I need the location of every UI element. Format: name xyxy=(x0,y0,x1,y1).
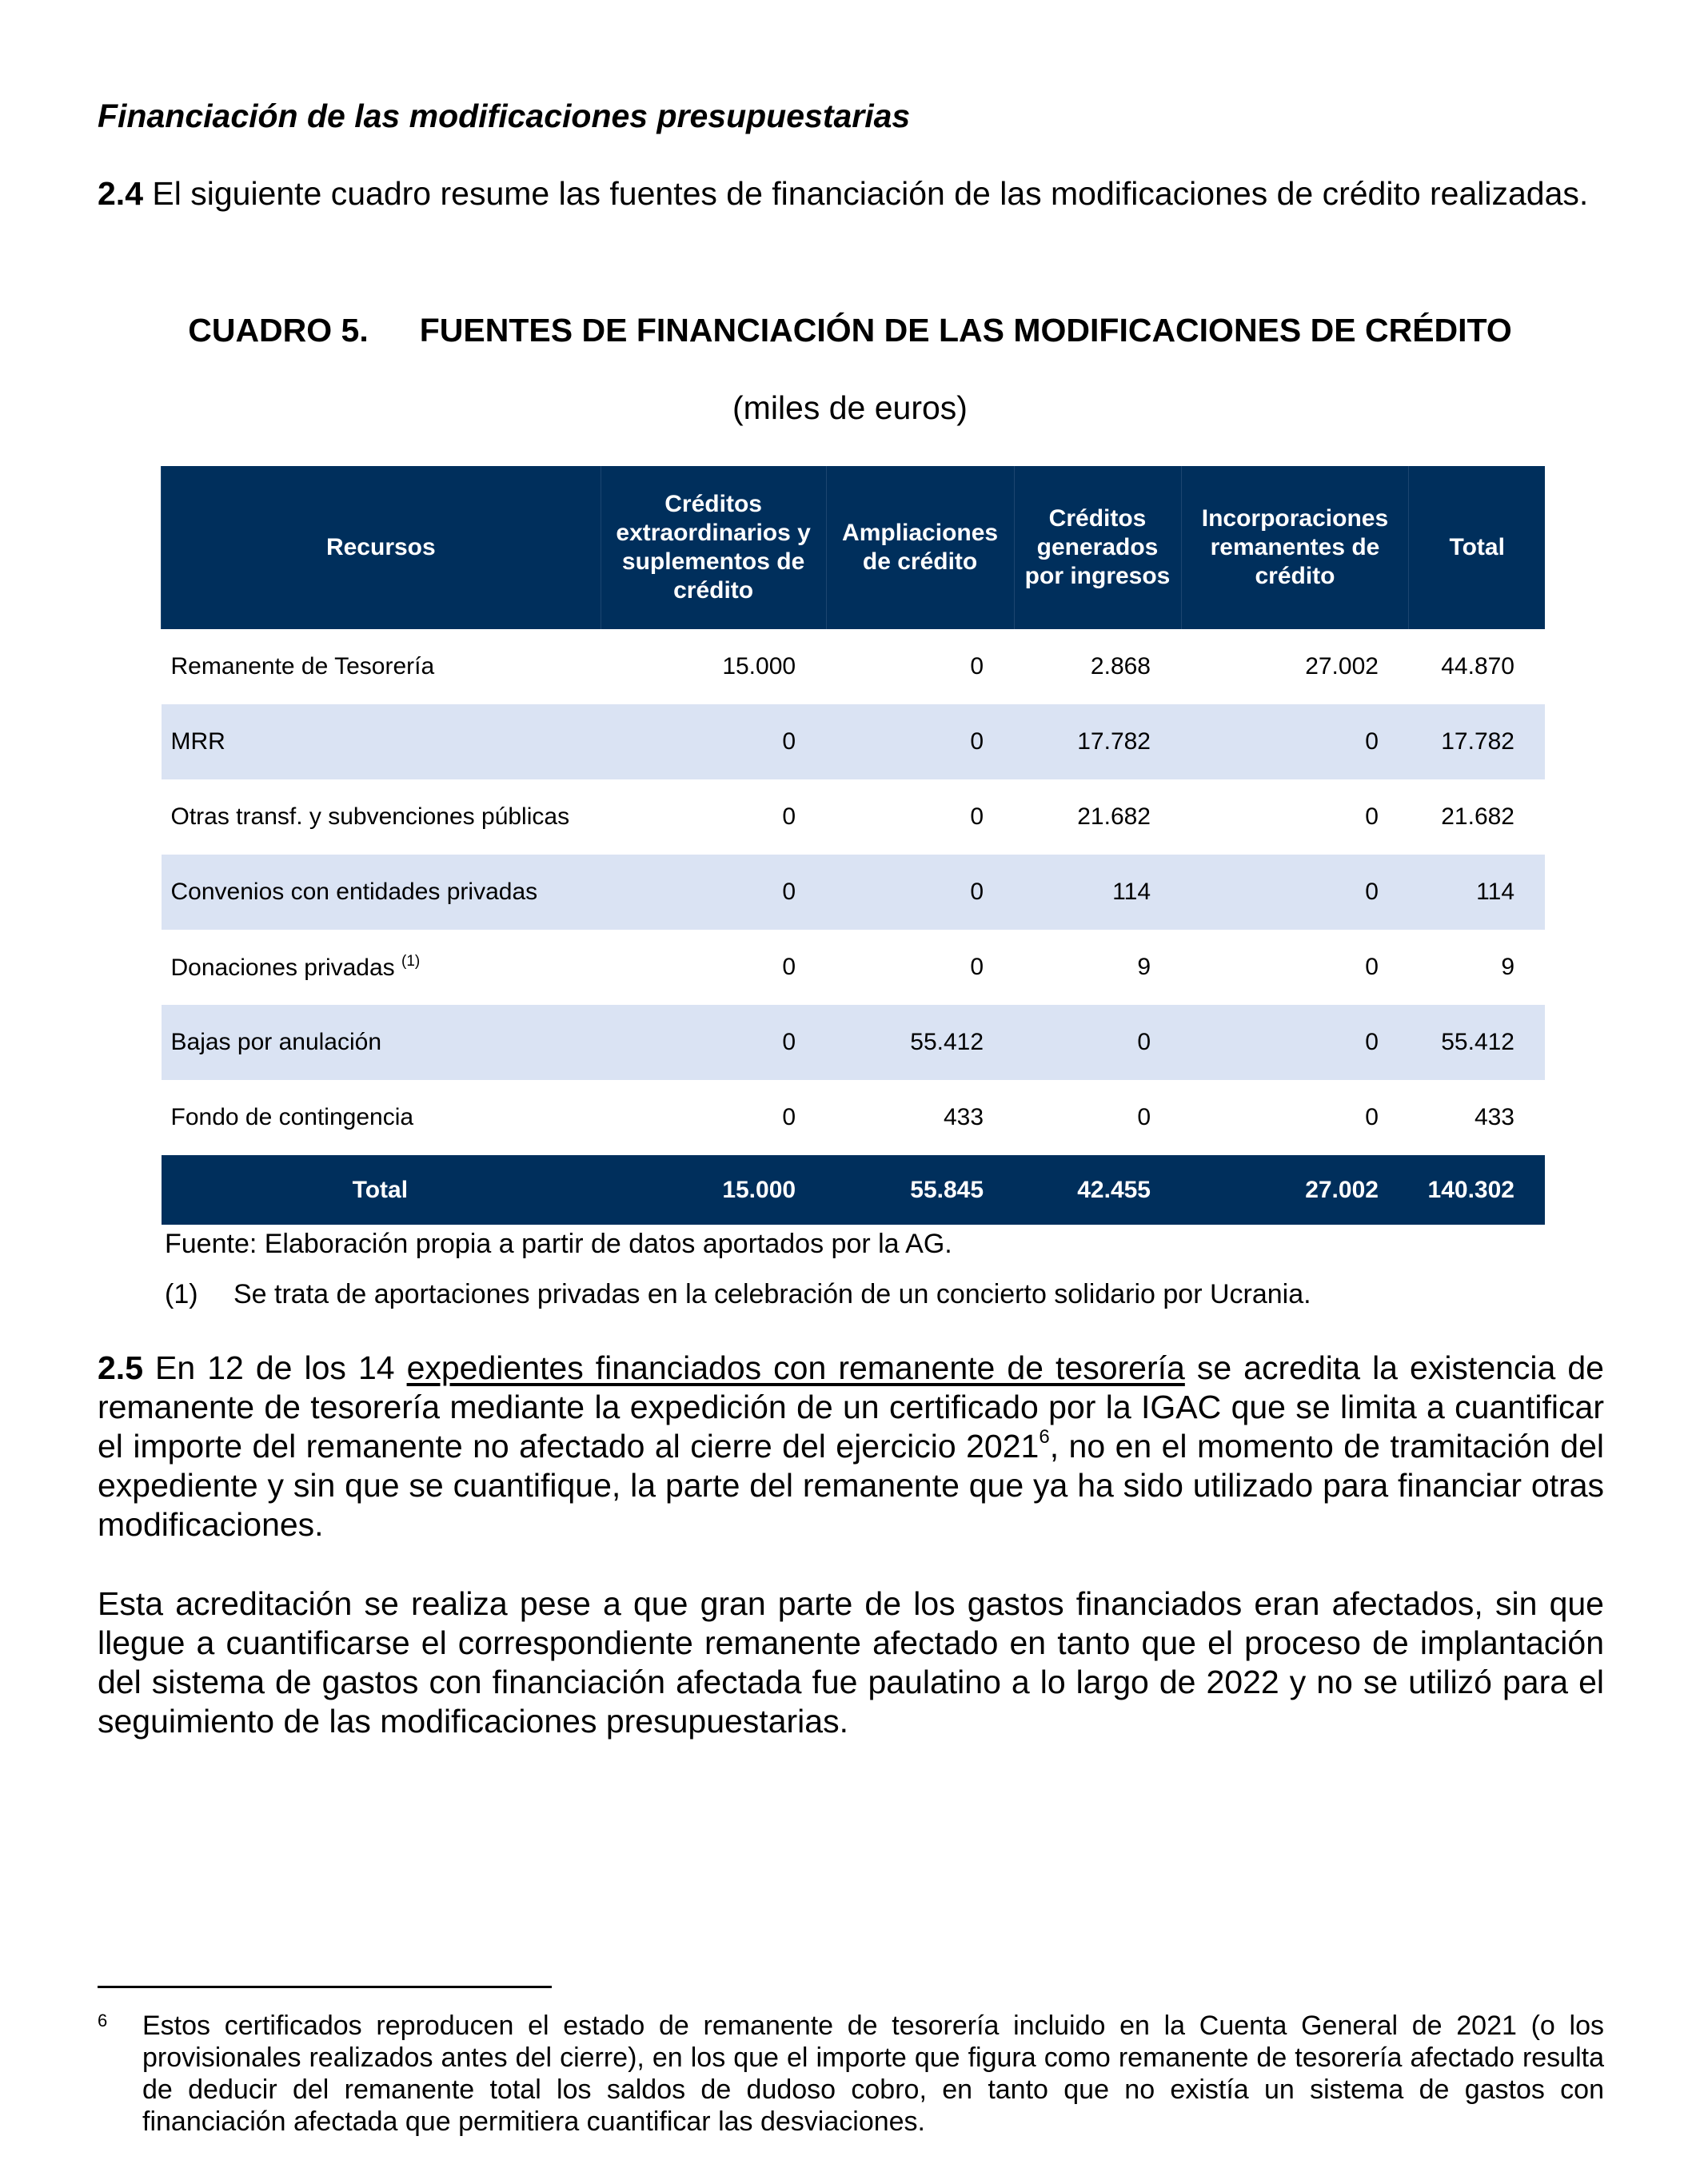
footnote-separator xyxy=(98,1986,552,1988)
total-cell: 55.845 xyxy=(826,1155,1014,1225)
cell: 433 xyxy=(1474,1104,1514,1130)
cell: 17.782 xyxy=(1409,704,1545,779)
note-mark: (1) xyxy=(165,1279,198,1309)
row-label xyxy=(162,930,601,1005)
cell: 0 xyxy=(1365,954,1379,980)
row-label: Bajas por anulación xyxy=(162,1005,601,1080)
cell: 2.868 xyxy=(1090,653,1151,680)
row-label: MRR xyxy=(162,704,601,779)
cell: 0 xyxy=(782,954,796,980)
table-row xyxy=(162,779,1546,855)
total-cell: 15.000 xyxy=(601,1155,826,1225)
table-row xyxy=(162,930,1546,1005)
cell: 0 xyxy=(1365,803,1379,830)
table-note xyxy=(165,1279,1311,1310)
column-header: Recursos xyxy=(162,466,601,629)
paragraph-2-5-continued: Esta acreditación se realiza pese a que gran parte de los gastos financiados eran afectados, sin que llegue a cuantificarse el correspondiente remanente afectado en tanto que el proceso de implantación del sistema de gastos con financiación afectada fue paulatino a lo largo de 2022 y no se utilizó para el seguimiento de las modificaciones presupuestarias. xyxy=(98,1585,1604,1740)
cell: 44.870 xyxy=(1441,653,1514,680)
column-header: Ampliaciones de crédito xyxy=(826,466,1014,629)
cell: 0 xyxy=(1181,1005,1409,1080)
table-title-text: FUENTES DE FINANCIACIÓN DE LAS MODIFICACIONES DE CRÉDITO xyxy=(419,312,1512,349)
row-label: Fondo de contingencia xyxy=(170,1104,414,1130)
table-source: Fuente: Elaboración propia a partir de datos aportados por la AG. xyxy=(165,1229,952,1259)
column-header: Créditos generados por ingresos xyxy=(1014,466,1181,629)
total-label: Total xyxy=(162,1155,601,1225)
table-units: (miles de euros) xyxy=(732,389,968,426)
footnote xyxy=(98,2010,1604,2138)
table-row xyxy=(162,1005,1546,1080)
paragraph-2-4 xyxy=(98,174,1604,213)
cell: 55.412 xyxy=(826,1005,1014,1080)
cell: 27.002 xyxy=(1305,653,1379,680)
cell: 433 xyxy=(943,1104,984,1130)
cell: 21.682 xyxy=(1441,803,1514,830)
cell: 114 xyxy=(1014,855,1181,930)
table-number: CUADRO 5. xyxy=(188,312,369,349)
row-label: Convenios con entidades privadas xyxy=(162,855,601,930)
table-row xyxy=(162,704,1546,779)
table-header-row xyxy=(162,466,1546,629)
note-reference: (1) xyxy=(401,953,421,970)
cell: 0 xyxy=(970,803,984,830)
paragraph-text: En 12 de los 14 xyxy=(143,1349,407,1386)
paragraph-number: 2.4 xyxy=(98,175,143,212)
paragraph-text: se acredita la existencia de remanente de tesorería mediante la expedición de un certificado por la IGAC que se limita a cuantificar el importe del remanente no afectado al cierre del ejercicio 2021 xyxy=(98,1349,1604,1465)
cell: 0 xyxy=(601,855,826,930)
cell: 0 xyxy=(1137,1104,1151,1130)
paragraph-text: El siguiente cuadro resume las fuentes de financiación de las modificaciones de crédito realizadas. xyxy=(143,175,1589,212)
cell: 55.412 xyxy=(1409,1005,1545,1080)
note-text: Se trata de aportaciones privadas en la celebración de un concierto solidario por Ucrania. xyxy=(233,1279,1311,1309)
total-cell: 140.302 xyxy=(1409,1155,1545,1225)
row-label: Otras transf. y subvenciones públicas xyxy=(170,803,570,830)
cell: 0 xyxy=(1365,1104,1379,1130)
cell: 0 xyxy=(1181,855,1409,930)
paragraph-2-5 xyxy=(98,1349,1604,1544)
cell: 0 xyxy=(1014,1005,1181,1080)
column-header: Incorporaciones remanentes de crédito xyxy=(1181,466,1409,629)
cell: 0 xyxy=(970,653,984,680)
footnote-reference[interactable]: 6 xyxy=(1039,1426,1050,1448)
total-cell: 42.455 xyxy=(1014,1155,1181,1225)
table-row xyxy=(162,629,1546,704)
cell: 0 xyxy=(782,1104,796,1130)
table-row xyxy=(162,1080,1546,1155)
total-cell: 27.002 xyxy=(1181,1155,1409,1225)
cell: 114 xyxy=(1409,855,1545,930)
footnote-mark: 6 xyxy=(98,2011,108,2031)
cell: 0 xyxy=(826,704,1014,779)
cell: 15.000 xyxy=(722,653,796,680)
cell: 0 xyxy=(782,803,796,830)
section-heading: Financiación de las modificaciones presupuestarias xyxy=(98,98,911,134)
underlined-text: expedientes financiados con remanente de tesorería xyxy=(406,1349,1185,1386)
paragraph-text: , no en el momento de tramitación del expediente y sin que se cuantifique, la parte del remanente que ya ha sido utilizado para financiar otras modificaciones. xyxy=(98,1428,1604,1543)
paragraph-number: 2.5 xyxy=(98,1349,143,1386)
table-total-row xyxy=(162,1155,1546,1225)
footnote-text: Estos certificados reproducen el estado de remanente de tesorería incluido en la Cuenta General de 2021 (o los provisionales realizados antes del cierre), en los que el importe que figura como remanente de tesorería afectado resulta de deducir del remanente total los saldos de dudoso cobro, en tanto que no existía un sistema de gastos con financiación afectada que permitiera cuantificar las desviaciones. xyxy=(142,2011,1604,2137)
cell: 21.682 xyxy=(1077,803,1151,830)
cell: 0 xyxy=(601,704,826,779)
cell: 9 xyxy=(1137,954,1151,980)
cell: 0 xyxy=(601,1005,826,1080)
cell: 0 xyxy=(1181,704,1409,779)
row-label-text: Donaciones privadas xyxy=(170,955,395,981)
cell: 17.782 xyxy=(1014,704,1181,779)
column-header: Créditos extraordinarios y suplementos de crédito xyxy=(601,466,826,629)
table-title xyxy=(0,312,1700,349)
cell: 0 xyxy=(970,954,984,980)
table-row xyxy=(162,855,1546,930)
row-label: Remanente de Tesorería xyxy=(170,653,435,680)
column-header: Total xyxy=(1409,466,1545,629)
cell: 9 xyxy=(1501,954,1514,980)
cell: 0 xyxy=(826,855,1014,930)
financing-sources-table xyxy=(161,466,1545,1225)
